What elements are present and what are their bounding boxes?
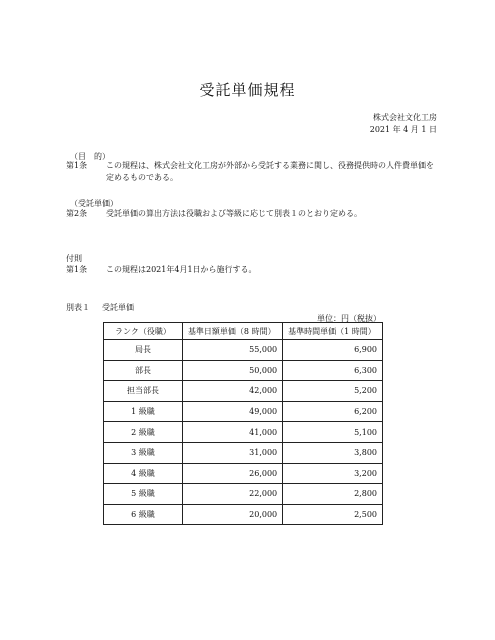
table-row bbox=[104, 442, 383, 463]
table-row bbox=[104, 422, 383, 443]
rank-cell: 5 級職 bbox=[104, 484, 183, 505]
table-row bbox=[104, 504, 383, 525]
table-row bbox=[104, 360, 383, 381]
table-row bbox=[104, 463, 383, 484]
rate-table bbox=[103, 322, 383, 525]
table-header-row bbox=[104, 323, 383, 340]
rank-cell: 1 級職 bbox=[104, 401, 183, 422]
hourly-rate-cell: 3,200 bbox=[283, 463, 383, 484]
column-header-daily-rate: 基準日額単価（8 時間） bbox=[182, 323, 282, 340]
rank-cell: 3 級職 bbox=[104, 442, 183, 463]
daily-rate-cell: 22,000 bbox=[182, 484, 282, 505]
daily-rate-cell: 55,000 bbox=[182, 340, 282, 361]
daily-rate-cell: 42,000 bbox=[182, 381, 282, 402]
annex-label: 別表１ bbox=[66, 303, 90, 312]
daily-rate-cell: 50,000 bbox=[182, 360, 282, 381]
daily-rate-cell: 20,000 bbox=[182, 504, 282, 525]
daily-rate-cell: 31,000 bbox=[182, 442, 282, 463]
annex-title bbox=[66, 302, 134, 313]
daily-rate-cell: 49,000 bbox=[182, 401, 282, 422]
article-number: 第1条 bbox=[66, 161, 88, 170]
table-row bbox=[104, 484, 383, 505]
unit-note: 単位：円（税抜） bbox=[317, 314, 381, 323]
article-unit-price bbox=[66, 208, 438, 220]
hourly-rate-cell: 3,800 bbox=[283, 442, 383, 463]
article-text: この規程は、株式会社文化工房が外部から受託する業務に関し、役務提供時の人件費単価を定めるものである。 bbox=[106, 161, 434, 182]
daily-rate-cell: 26,000 bbox=[182, 463, 282, 484]
hourly-rate-cell: 6,200 bbox=[283, 401, 383, 422]
hourly-rate-cell: 6,300 bbox=[283, 360, 383, 381]
annex-caption: 受託単価 bbox=[102, 303, 134, 312]
hourly-rate-cell: 5,200 bbox=[283, 381, 383, 402]
rank-cell: 4 級職 bbox=[104, 463, 183, 484]
daily-rate-cell: 41,000 bbox=[182, 422, 282, 443]
table-row bbox=[104, 381, 383, 402]
article-purpose bbox=[66, 160, 438, 184]
rank-cell: 担当部長 bbox=[104, 381, 183, 402]
hourly-rate-cell: 5,100 bbox=[283, 422, 383, 443]
rank-cell: 局長 bbox=[104, 340, 183, 361]
rank-cell: 部長 bbox=[104, 360, 183, 381]
article-text: 受託単価の算出方法は役職および等級に応じて別表１のとおり定める。 bbox=[106, 209, 362, 218]
hourly-rate-cell: 2,500 bbox=[283, 504, 383, 525]
hourly-rate-cell: 6,900 bbox=[283, 340, 383, 361]
company-name: 株式会社文化工房 bbox=[373, 113, 437, 122]
article-number: 第1条 bbox=[66, 265, 88, 274]
effective-date: 2021 年 4 月 1 日 bbox=[369, 125, 437, 134]
article-number: 第2条 bbox=[66, 209, 88, 218]
article-text: この規程は2021年4月1日から施行する。 bbox=[106, 265, 257, 274]
section-heading-unit-price: （受託単価） bbox=[70, 199, 118, 208]
page-title: 受託単価規程 bbox=[199, 81, 296, 99]
section-heading-supplementary: 付則 bbox=[66, 254, 82, 263]
hourly-rate-cell: 2,800 bbox=[283, 484, 383, 505]
rank-cell: 6 級職 bbox=[104, 504, 183, 525]
article-supplementary bbox=[66, 264, 438, 276]
rank-cell: 2 級職 bbox=[104, 422, 183, 443]
column-header-rank: ランク（役職） bbox=[104, 323, 183, 340]
column-header-hourly-rate: 基準時間単価（1 時間） bbox=[283, 323, 383, 340]
section-heading-purpose: （目 的） bbox=[70, 152, 110, 161]
table-row bbox=[104, 340, 383, 361]
table-row bbox=[104, 401, 383, 422]
